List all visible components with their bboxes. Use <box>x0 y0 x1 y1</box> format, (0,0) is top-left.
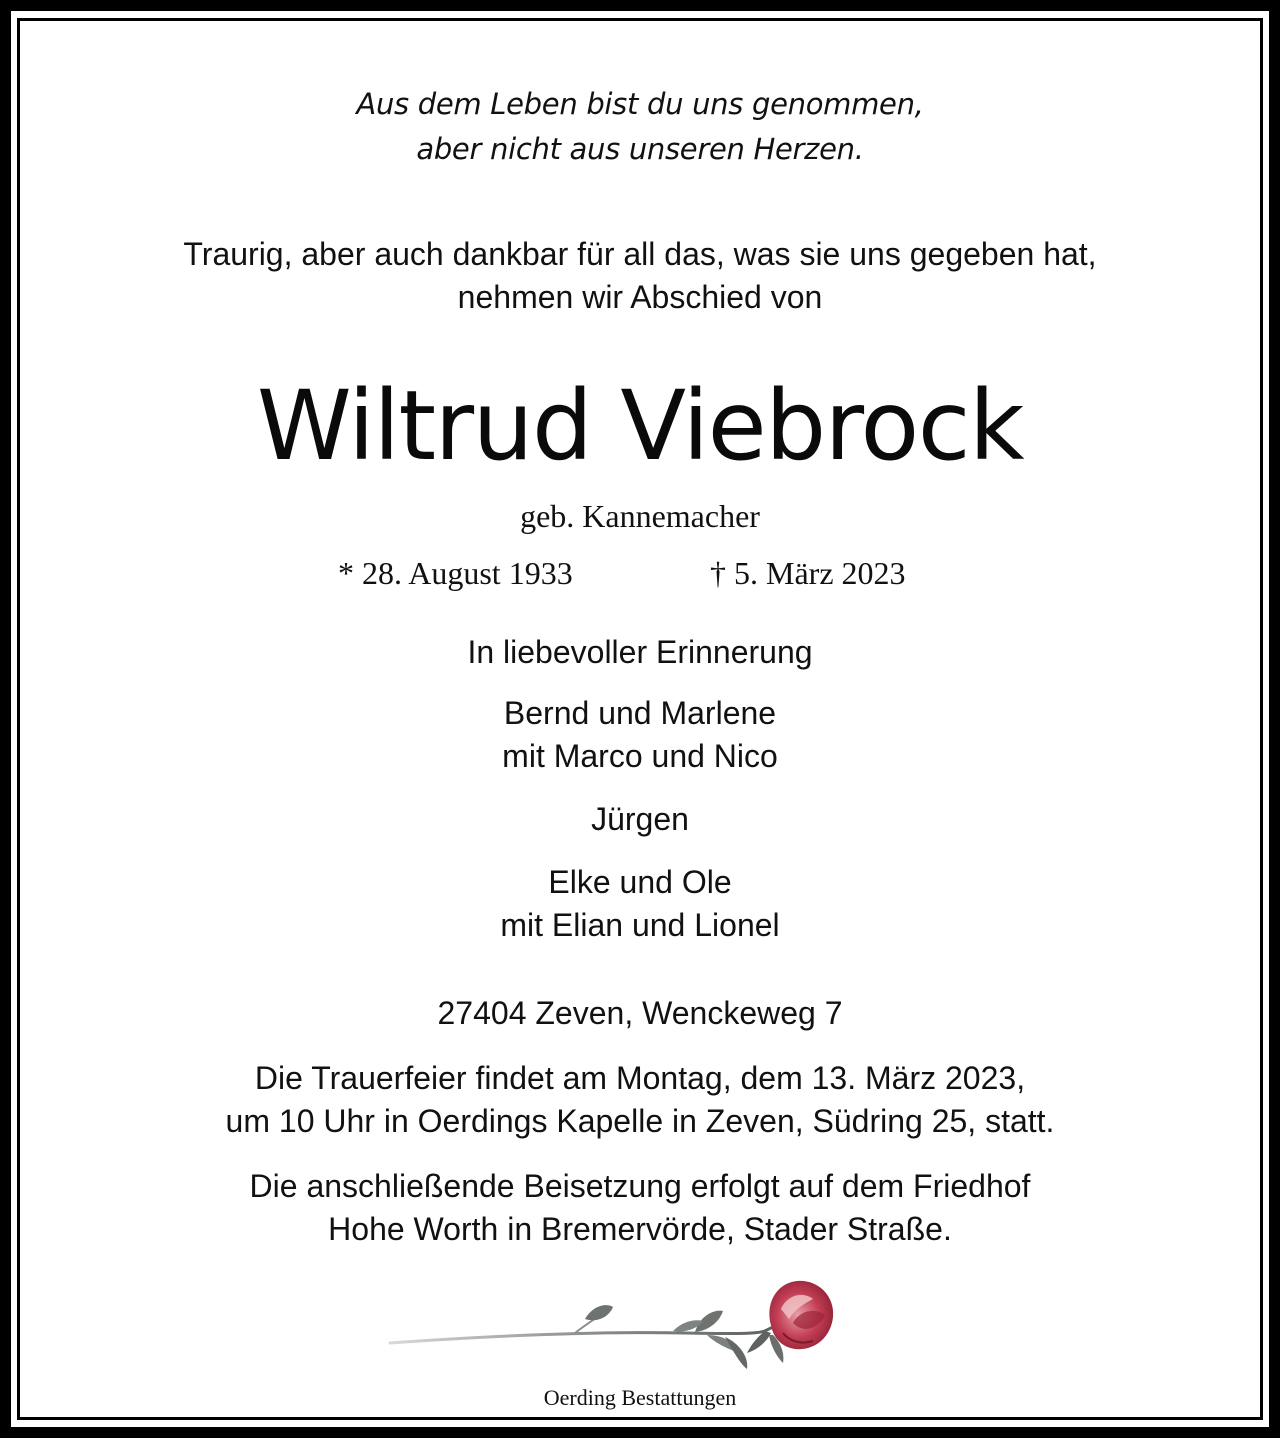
intro-line-2: nehmen wir Abschied von <box>457 279 823 315</box>
birth-date: * 28. August 1933 <box>338 555 573 591</box>
motto-line-1: Aus dem Leben bist du uns genommen, <box>356 87 924 121</box>
mourners-group-2-line-1: Jürgen <box>591 801 689 837</box>
funeral-home: Oerding Bestattungen <box>543 1385 737 1410</box>
rose-icon <box>385 1275 845 1385</box>
ceremony-line-2: um 10 Uhr in Oerdings Kapelle in Zeven, Südring 25, statt. <box>225 1103 1055 1139</box>
mourners-group-1-line-2: mit Marco und Nico <box>502 738 778 774</box>
motto-line-2: aber nicht aus unseren Herzen. <box>416 132 864 166</box>
birth-name: geb. Kannemacher <box>520 498 760 534</box>
deceased-name: Wiltrud Viebrock <box>256 370 1024 482</box>
mourners-group-3-line-1: Elke und Ole <box>548 864 732 900</box>
ceremony-line-1: Die Trauerfeier findet am Montag, dem 13. März 2023, <box>254 1060 1026 1096</box>
burial-line-2: Hohe Worth in Bremervörde, Stader Straße. <box>328 1211 952 1247</box>
address: 27404 Zeven, Wenckeweg 7 <box>437 995 843 1031</box>
mourners-heading: In liebevoller Erinnerung <box>467 634 813 670</box>
death-date: † 5. März 2023 <box>710 555 906 591</box>
mourners-group-3-line-2: mit Elian und Lionel <box>500 907 780 943</box>
intro-line-1: Traurig, aber auch dankbar für all das, was sie uns gegeben hat, <box>183 236 1097 272</box>
mourners-group-1-line-1: Bernd und Marlene <box>503 695 777 731</box>
burial-line-1: Die anschließende Beisetzung erfolgt auf dem Friedhof <box>249 1168 1031 1204</box>
